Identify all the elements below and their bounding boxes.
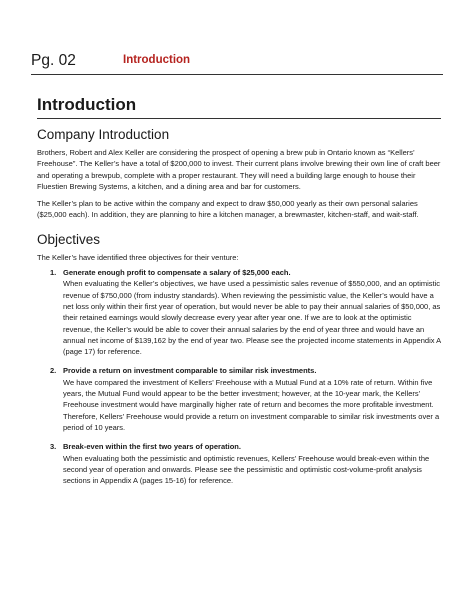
header-divider (31, 74, 443, 75)
objective-text: We have compared the investment of Kellers’ Freehouse with a Mutual Fund at a 10% rate of return. Within five years, the Mutual Fund would appear to be the better investment; however, at the 10-year mark, the Kellers’ Freehouse investment would have marginally higher rate of return and becomes the more profitable investment. Therefore, Kellers’ Freehouse would provide a return on investment comparable to similar risk investments over a period of 10 years. (63, 377, 440, 432)
page-title: Introduction (37, 95, 137, 114)
title-divider (37, 118, 441, 119)
objectives-intro: The Keller’s have identified three objectives for their venture: (37, 252, 239, 262)
objective-number: 3. (50, 442, 57, 452)
page-header (31, 52, 443, 74)
objective-item (37, 441, 442, 486)
objective-item (37, 267, 442, 357)
company-introduction-heading: Company Introduction (37, 127, 170, 142)
objectives-heading: Objectives (37, 231, 101, 247)
company-paragraph: Brothers, Robert and Alex Keller are considering the prospect of opening a brew pub in Ontario known as “Kellers’ Freehouse”. The Keller’s have a total of $200,000 to invest. Their current plans involve brewing their own line of craft beer and operating a brewpub, complete with a proper restaurant. They will need a building large enough to house their Fluestien Brewing Systems, a kitchen, and a dining area and bar for customers. (37, 148, 441, 191)
objective-title: Generate enough profit to compensate a salary of $25,000 each. (63, 268, 291, 278)
objectives-list (37, 267, 442, 486)
company-paragraph: The Keller’s plan to be active within the company and expect to draw $50,000 yearly as their own personal salaries ($25,000 each). In addition, they are planning to hire a kitchen manager, a brewmaster, kitchen-staff, and wait-staff. (37, 199, 419, 220)
objective-title: Provide a return on investment comparable to similar risk investments. (63, 366, 317, 376)
objective-text: When evaluating the Keller’s objectives, we have used a pessimistic sales revenue of $550,000, and an optimistic revenue of $750,000 (from industry standards). When reviewing the pessimistic value, the Keller’s would have a net loss only within their first year of operation, but would never be able to pay their annual salaries of $50,000, as their retained earnings would slowly decrease every year after year one. If we are to look at the optimistic revenue, the Keller’s would be able to cover their annual salaries by the end of year three and would have an annual net income of $139,162 by the end of year two. Please see the projected income statements in Appendix A (page 17) for reference. (63, 279, 441, 357)
objective-text: When evaluating both the pessimistic and optimistic revenues, Kellers’ Freehouse would break-even within the second year of operation and onwards. Please see the pessimistic and optimistic cost-volume-profit analysis sections in Appendix A (pages 15-16) for reference. (63, 453, 430, 486)
objective-number: 1. (50, 268, 57, 278)
section-label: Introduction (123, 54, 191, 66)
page-number: Pg. 02 (31, 52, 76, 69)
document-body (37, 94, 442, 486)
objective-item (37, 365, 442, 433)
objective-title: Break-even within the first two years of operation. (63, 442, 241, 452)
objective-number: 2. (50, 366, 57, 376)
